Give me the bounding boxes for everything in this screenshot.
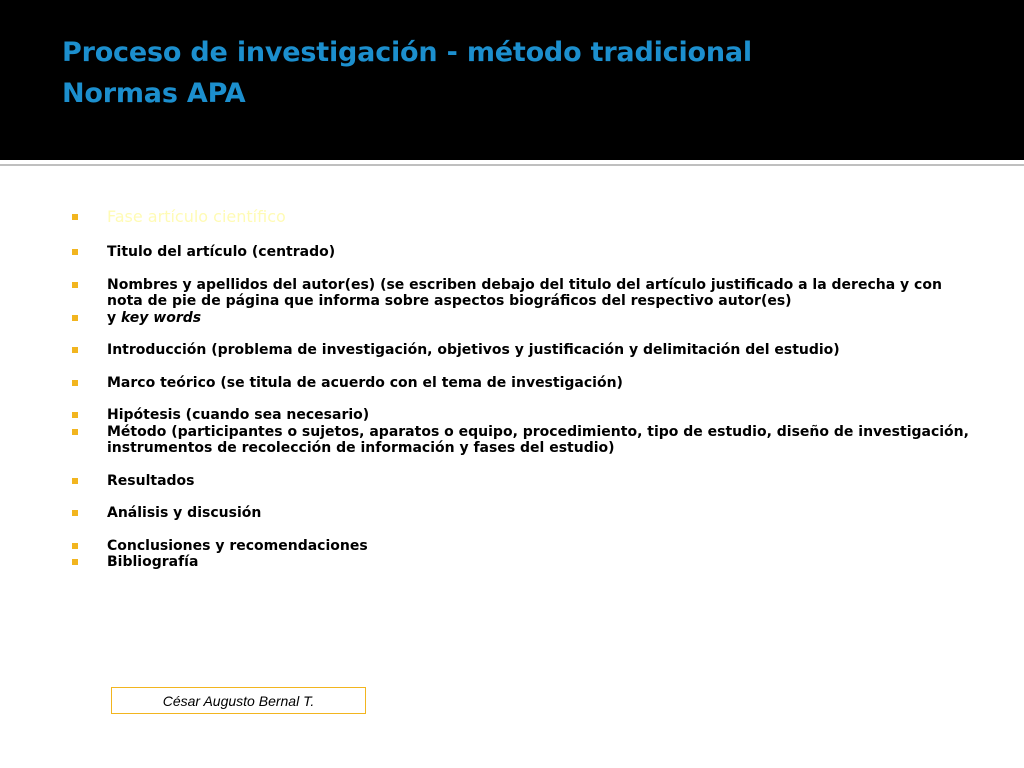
bullet-square-icon — [72, 315, 78, 321]
bullet-text: Conclusiones y recomendaciones — [107, 537, 368, 554]
bullet-introduction — [72, 342, 972, 359]
bullet-results — [72, 473, 972, 490]
bullet-square-icon — [72, 543, 78, 549]
bullet-square-icon — [72, 380, 78, 386]
bullet-text: Análisis y discusión — [107, 505, 262, 521]
bullet-text: Marco teórico (se titula de acuerdo con el tema de investigación) — [107, 374, 623, 391]
bullet-authors — [72, 277, 972, 310]
bullet-text: Hipótesis (cuando sea necesario) — [107, 407, 370, 423]
bullet-text: Bibliografía — [107, 554, 199, 570]
slide-title — [62, 32, 752, 114]
bullet-text: Nombres y apellidos del autor(es) (se escriben debajo del titulo del artículo justificado a la derecha y con nota de pie de página que informa sobre aspectos biográficos del respectivo autor(es) — [107, 276, 942, 309]
bullet-text: Fase artículo científico — [107, 207, 286, 226]
bullet-square-icon — [72, 429, 78, 435]
author-credit-box — [111, 687, 366, 714]
slide-title-line-2: Normas APA — [62, 78, 246, 109]
author-credit-text: César Augusto Bernal T. — [162, 692, 315, 709]
bullet-text: Titulo del artículo (centrado) — [107, 244, 336, 260]
content-bullet-list — [72, 206, 972, 571]
bullet-square-icon — [72, 510, 78, 516]
bullet-conclusions — [72, 538, 972, 555]
bullet-hypothesis — [72, 407, 972, 424]
bullet-theoretical-framework — [72, 375, 972, 392]
bullet-square-icon — [72, 347, 78, 353]
bullet-text: Resultados — [107, 472, 195, 489]
bullet-key-words — [72, 310, 972, 327]
bullet-analysis — [72, 505, 972, 522]
header-divider — [0, 164, 1024, 166]
bullet-text-italic: key words — [121, 309, 202, 326]
bullet-phase — [72, 206, 972, 228]
bullet-square-icon — [72, 559, 78, 565]
bullet-text-prefix: y — [107, 309, 121, 326]
bullet-bibliography — [72, 554, 972, 571]
slide-title-line-1: Proceso de investigación - método tradicional — [62, 37, 752, 68]
bullet-square-icon — [72, 412, 78, 418]
bullet-square-icon — [72, 282, 78, 288]
bullet-text: Introducción (problema de investigación, objetivos y justificación y delimitación del estudio) — [107, 342, 840, 358]
bullet-square-icon — [72, 249, 78, 255]
bullet-text: Método (participantes o sujetos, aparatos o equipo, procedimiento, tipo de estudio, diseño de investigación, instrumentos de recolección de información y fases del estudio) — [107, 423, 969, 456]
bullet-square-icon — [72, 478, 78, 484]
bullet-method — [72, 424, 972, 457]
bullet-article-title — [72, 244, 972, 261]
bullet-square-icon — [72, 214, 78, 220]
